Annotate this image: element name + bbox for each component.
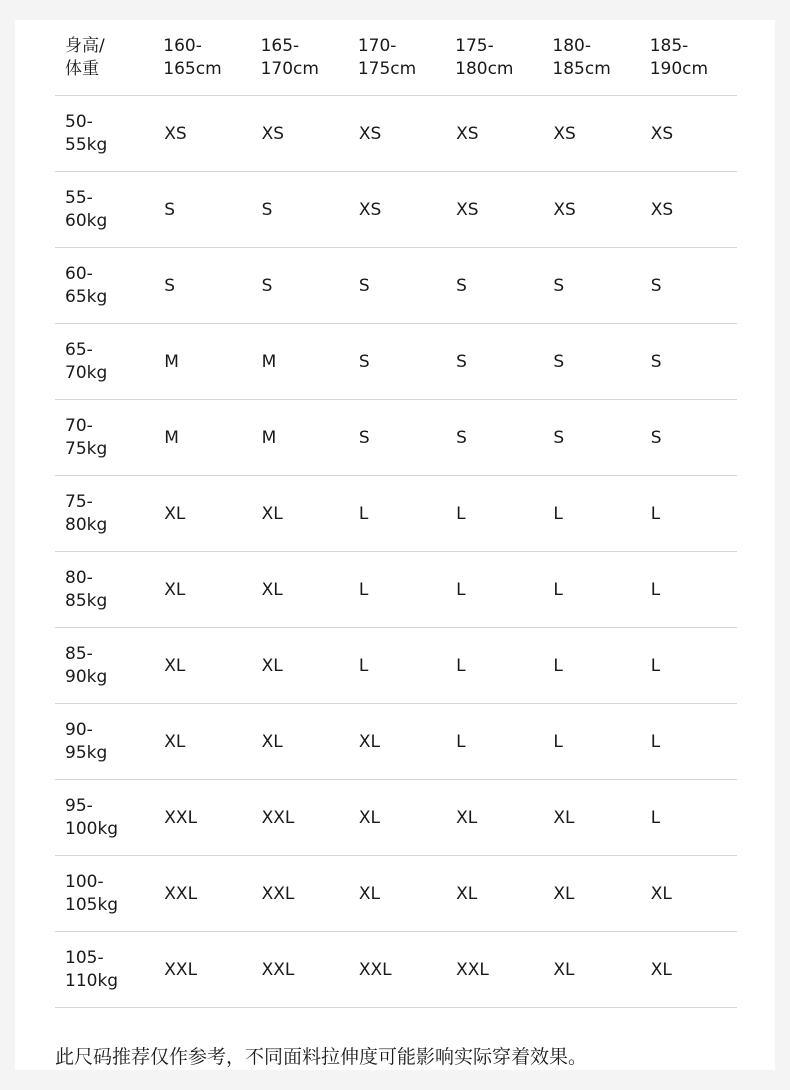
size-cell: XL bbox=[153, 476, 250, 552]
table-row bbox=[55, 856, 737, 932]
weight-header bbox=[55, 324, 153, 400]
size-cell: XL bbox=[445, 856, 542, 932]
size-cell: L bbox=[348, 476, 445, 552]
height-header bbox=[251, 20, 348, 96]
size-cell: S bbox=[251, 248, 348, 324]
size-cell: L bbox=[542, 476, 639, 552]
weight-header-line1: 50- bbox=[65, 111, 93, 132]
size-cell: L bbox=[640, 476, 737, 552]
height-header-line1: 185- bbox=[649, 35, 689, 56]
size-cell: S bbox=[445, 324, 542, 400]
weight-header-line2: 70kg bbox=[65, 362, 108, 383]
height-header bbox=[445, 20, 542, 96]
size-rows bbox=[55, 96, 737, 1008]
size-cell: XS bbox=[445, 96, 542, 172]
size-cell: S bbox=[542, 248, 639, 324]
weight-header-line1: 65- bbox=[65, 339, 93, 360]
size-cell: M bbox=[153, 400, 250, 476]
weight-header-line2: 85kg bbox=[65, 590, 108, 611]
table-row bbox=[55, 476, 737, 552]
size-cell: L bbox=[640, 780, 737, 856]
size-cell: XL bbox=[640, 856, 737, 932]
weight-header-line1: 60- bbox=[65, 263, 93, 284]
weight-header bbox=[55, 856, 153, 932]
corner-height-label: 身高/ bbox=[65, 35, 105, 56]
weight-header-line1: 80- bbox=[65, 567, 93, 588]
size-cell: XL bbox=[251, 552, 348, 628]
size-cell: XS bbox=[153, 96, 250, 172]
weight-header-line1: 100- bbox=[65, 871, 104, 892]
header-row bbox=[55, 20, 737, 96]
table-row bbox=[55, 248, 737, 324]
table-row bbox=[55, 780, 737, 856]
size-cell: L bbox=[445, 628, 542, 704]
height-header-line1: 180- bbox=[552, 35, 591, 56]
height-header-line1: 175- bbox=[455, 35, 494, 56]
size-cell: L bbox=[640, 628, 737, 704]
size-cell: XL bbox=[542, 932, 639, 1008]
size-cell: XXL bbox=[153, 932, 250, 1008]
height-header bbox=[348, 20, 445, 96]
size-cell: S bbox=[445, 248, 542, 324]
weight-header bbox=[55, 400, 153, 476]
corner-header bbox=[55, 20, 153, 96]
table-row bbox=[55, 324, 737, 400]
size-cell: XL bbox=[542, 780, 639, 856]
weight-header bbox=[55, 932, 153, 1008]
size-cell: XL bbox=[640, 932, 737, 1008]
size-cell: XXL bbox=[251, 780, 348, 856]
height-header-line2: 170cm bbox=[260, 58, 319, 79]
size-cell: XXL bbox=[251, 856, 348, 932]
size-cell: XS bbox=[640, 172, 737, 248]
weight-header-line2: 80kg bbox=[65, 514, 108, 535]
size-cell: L bbox=[445, 552, 542, 628]
size-cell: L bbox=[640, 552, 737, 628]
weight-header-line2: 65kg bbox=[65, 286, 108, 307]
height-header-line1: 170- bbox=[357, 35, 397, 56]
size-cell: M bbox=[251, 324, 348, 400]
weight-header-line1: 85- bbox=[65, 643, 93, 664]
footer-note: 此尺码推荐仅作参考，不同面料拉伸度可能影响实际穿着效果。 bbox=[55, 1046, 588, 1068]
weight-header bbox=[55, 704, 153, 780]
height-header-line2: 165cm bbox=[163, 58, 222, 79]
size-cell: XXL bbox=[153, 856, 250, 932]
size-cell: XL bbox=[348, 704, 445, 780]
size-cell: L bbox=[348, 628, 445, 704]
weight-header bbox=[55, 248, 153, 324]
size-cell: XS bbox=[445, 172, 542, 248]
table-row bbox=[55, 704, 737, 780]
size-cell: XL bbox=[251, 628, 348, 704]
size-cell: XS bbox=[640, 96, 737, 172]
size-cell: S bbox=[251, 172, 348, 248]
weight-header-line1: 70- bbox=[65, 415, 93, 436]
size-cell: S bbox=[153, 248, 250, 324]
size-cell: S bbox=[153, 172, 250, 248]
size-cell: XL bbox=[542, 856, 639, 932]
size-cell: XL bbox=[153, 704, 250, 780]
weight-header-line1: 95- bbox=[65, 795, 93, 816]
height-header-line1: 165- bbox=[260, 35, 300, 56]
size-cell: XL bbox=[348, 856, 445, 932]
weight-header-line1: 90- bbox=[65, 719, 93, 740]
size-cell: XS bbox=[348, 96, 445, 172]
height-header-line2: 185cm bbox=[552, 58, 611, 79]
weight-header-line2: 110kg bbox=[65, 970, 119, 991]
size-cell: XXL bbox=[153, 780, 250, 856]
size-chart-table bbox=[55, 20, 737, 1008]
size-cell: S bbox=[640, 400, 737, 476]
size-cell: L bbox=[542, 704, 639, 780]
size-cell: XS bbox=[348, 172, 445, 248]
size-cell: S bbox=[640, 324, 737, 400]
weight-header bbox=[55, 96, 153, 172]
size-cell: XS bbox=[251, 96, 348, 172]
size-cell: XXL bbox=[445, 932, 542, 1008]
size-cell: L bbox=[445, 704, 542, 780]
size-cell: L bbox=[348, 552, 445, 628]
table-row bbox=[55, 172, 737, 248]
size-cell: L bbox=[445, 476, 542, 552]
height-header bbox=[542, 20, 639, 96]
size-cell: XL bbox=[445, 780, 542, 856]
size-cell: XS bbox=[542, 172, 639, 248]
size-cell: M bbox=[251, 400, 348, 476]
size-chart-card bbox=[15, 20, 775, 1070]
size-cell: M bbox=[153, 324, 250, 400]
table-row bbox=[55, 628, 737, 704]
weight-header bbox=[55, 172, 153, 248]
weight-header bbox=[55, 552, 153, 628]
table-row bbox=[55, 932, 737, 1008]
size-cell: XL bbox=[251, 476, 348, 552]
size-cell: XL bbox=[153, 552, 250, 628]
size-cell: S bbox=[445, 400, 542, 476]
size-cell: S bbox=[348, 400, 445, 476]
corner-weight-label: 体重 bbox=[65, 58, 99, 79]
size-cell: L bbox=[640, 704, 737, 780]
size-cell: S bbox=[542, 324, 639, 400]
height-header-line2: 175cm bbox=[357, 58, 417, 79]
weight-header-line1: 105- bbox=[65, 947, 104, 968]
size-cell: XS bbox=[542, 96, 639, 172]
size-cell: XL bbox=[348, 780, 445, 856]
height-header-line2: 190cm bbox=[649, 58, 709, 79]
weight-header-line2: 90kg bbox=[65, 666, 108, 687]
size-cell: XL bbox=[251, 704, 348, 780]
size-cell: S bbox=[640, 248, 737, 324]
size-cell: S bbox=[348, 248, 445, 324]
height-header bbox=[153, 20, 250, 96]
size-cell: S bbox=[348, 324, 445, 400]
height-header-line2: 180cm bbox=[455, 58, 514, 79]
size-cell: XL bbox=[153, 628, 250, 704]
table-row bbox=[55, 96, 737, 172]
size-cell: L bbox=[542, 552, 639, 628]
weight-header-line2: 95kg bbox=[65, 742, 108, 763]
weight-header-line2: 60kg bbox=[65, 210, 108, 231]
weight-header bbox=[55, 476, 153, 552]
weight-header-line1: 75- bbox=[65, 491, 93, 512]
weight-header-line1: 55- bbox=[65, 187, 93, 208]
size-cell: S bbox=[542, 400, 639, 476]
table-row bbox=[55, 552, 737, 628]
height-header bbox=[640, 20, 737, 96]
weight-header bbox=[55, 628, 153, 704]
size-cell: XXL bbox=[251, 932, 348, 1008]
weight-header bbox=[55, 780, 153, 856]
weight-header-line2: 105kg bbox=[65, 894, 119, 915]
height-header-line1: 160- bbox=[163, 35, 202, 56]
size-cell: XXL bbox=[348, 932, 445, 1008]
weight-header-line2: 55kg bbox=[65, 134, 108, 155]
weight-header-line2: 100kg bbox=[65, 818, 119, 839]
table-row bbox=[55, 400, 737, 476]
size-cell: L bbox=[542, 628, 639, 704]
weight-header-line2: 75kg bbox=[65, 438, 108, 459]
